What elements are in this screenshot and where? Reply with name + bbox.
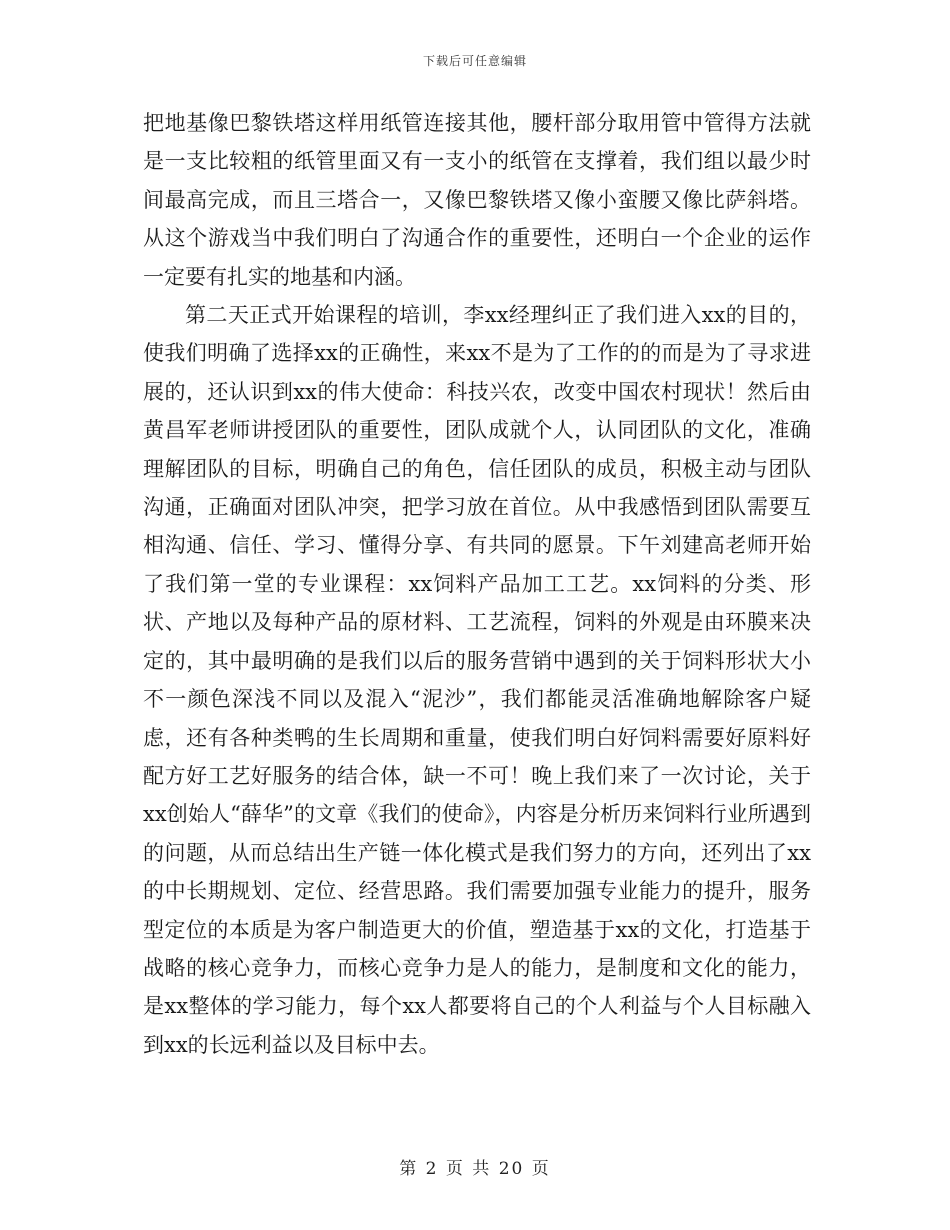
page-header: 下载后可任意编辑 [422, 54, 527, 68]
paragraph-second-day-training: 第二天正式开始课程的培训，李xx经理纠正了我们进入xx的目的，使我们明确了选择xx的正确性，来xx不是为了工作的的而是为了寻求进展的，还认识到xx的伟大使命：科技兴农，改变中国农村现状！然后由黄昌军老师讲授团队的重要性，团队成就个人，认同团队的文化，准确理解团队的目标，明确自己的角色，信任团队的成员，积极主动与团队沟通，正确面对团队冲突，把学习放在首位。从中我感悟到团队需要互相沟通、信任、学习、懂得分享、有共同的愿景。下午刘建高老师开始了我们第一堂的专业课程：xx饲料产品加工工艺。xx饲料的分类、形状、产地以及每种产品的原材料、工艺流程，饲料的外观是由环膜来决定的，其中最明确的是我们以后的服务营销中遇到的关于饲料形状大小不一颜色深浅不同以及混入“泥沙”，我们都能灵活准确地解除客户疑虑，还有各种类鸭的生长周期和重量，使我们明白好饲料需要好原料好配方好工艺好服务的结合体，缺一不可！晚上我们来了一次讨论，关于xx创始人“薛华”的文章《我们的使命》，内容是分析历来饲料行业所遇到的问题，从而总结出生产链一体化模式是我们努力的方向，还列出了xx的中长期规划、定位、经营思路。我们需要加强专业能力的提升，服务型定位的本质是为客户制造更大的价值，塑造基于xx的文化，打造基于战略的核心竞争力，而核心竞争力是人的能力，是制度和文化的能力，是xx整体的学习能力，每个xx人都要将自己的个人利益与个人目标融入 到xx的长远利益以及目标中去。 [143, 303, 811, 1057]
paragraph-continued: 把地基像巴黎铁塔这样用纸管连接其他，腰杆部分取用管中管得方法就是一支比较粗的纸管里面又有一支小的纸管在支撑着，我们组以最少时间最高完成，而且三塔合一，又像巴黎铁塔又像小蛮腰又像比萨斜塔。从这个游戏当中我们明白了沟通合作的重要性，还明白一个企业的运作一定要有扎实的地基和内涵。 [143, 111, 811, 289]
page-number-footer: 第 2 页 共 20 页 [399, 1159, 551, 1179]
document-body [143, 104, 811, 1064]
